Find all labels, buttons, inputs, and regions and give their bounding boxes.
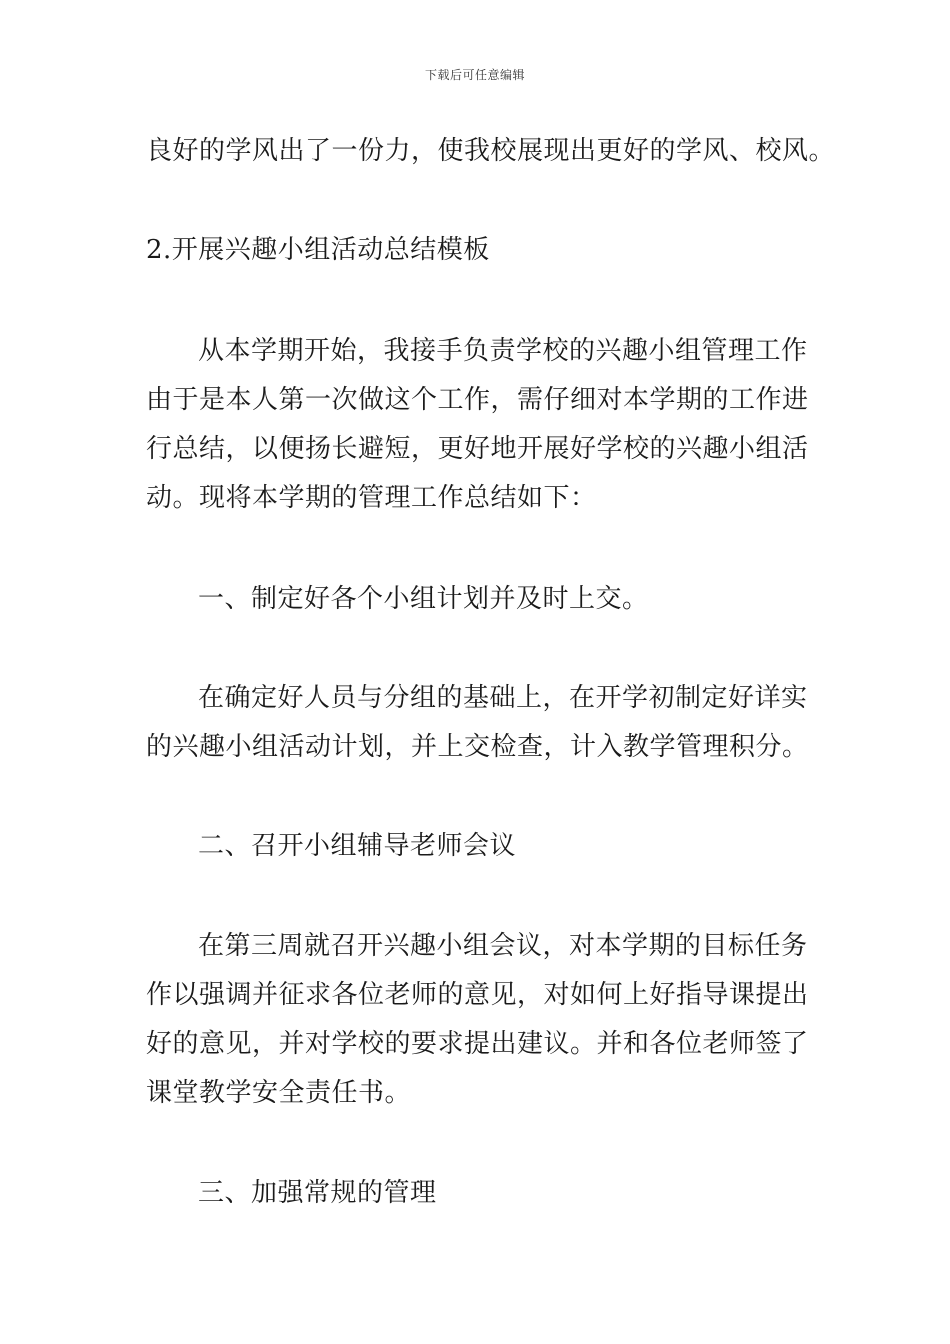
- paragraph-line: 作以强调并征求各位老师的意见，对如何上好指导课提出: [146, 980, 809, 1010]
- paragraph-line: 良好的学风出了一份力，使我校展现出更好的学风、校风。: [146, 136, 836, 166]
- paragraph-line: 由于是本人第一次做这个工作，需仔细对本学期的工作进: [146, 385, 809, 415]
- paragraph-line: 好的意见，并对学校的要求提出建议。并和各位老师签了: [146, 1029, 809, 1059]
- paragraph-line: 从本学期开始，我接手负责学校的兴趣小组管理工作: [198, 336, 808, 366]
- subheading: 三、加强常规的管理: [198, 1178, 437, 1208]
- paragraph-line: 课堂教学安全责任书。: [146, 1078, 412, 1108]
- paragraph-line: 动。现将本学期的管理工作总结如下：: [146, 483, 597, 513]
- section-heading: 2.开展兴趣小组活动总结模板: [146, 235, 490, 265]
- paragraph-line: 在第三周就召开兴趣小组会议，对本学期的目标任务: [198, 931, 808, 961]
- paragraph-line: 行总结，以便扬长避短，更好地开展好学校的兴趣小组活: [146, 434, 809, 464]
- subheading: 二、召开小组辅导老师会议: [198, 831, 517, 861]
- subheading: 一、制定好各个小组计划并及时上交。: [198, 584, 649, 614]
- paragraph-line: 在确定好人员与分组的基础上，在开学初制定好详实: [198, 683, 808, 713]
- paragraph-line: 的兴趣小组活动计划，并上交检查，计入教学管理积分。: [146, 732, 809, 762]
- download-note: 下载后可任意编辑: [424, 68, 525, 82]
